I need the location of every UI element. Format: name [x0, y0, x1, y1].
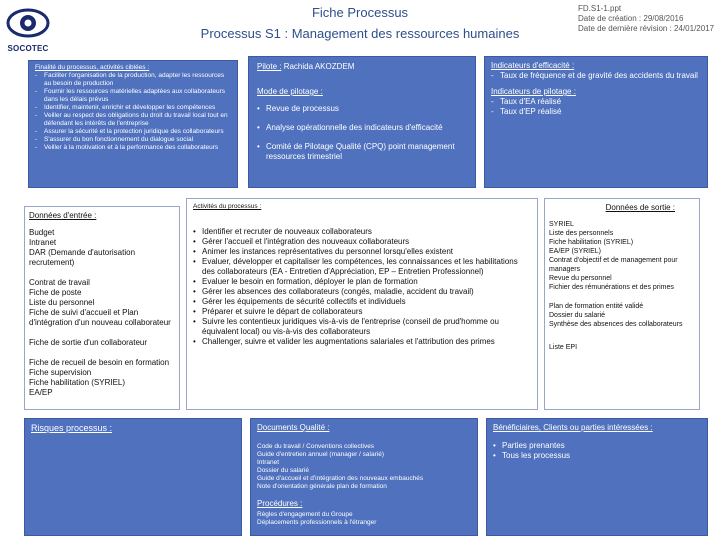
entree-item: Intranet — [29, 238, 57, 247]
risques-heading: Risques processus : — [31, 423, 113, 433]
document-item: Dossier du salarié — [257, 467, 310, 474]
procedures-list — [257, 511, 471, 527]
finalite-item: - Identifier, maintenir, enrichir et développer les compétences — [35, 104, 231, 112]
indicateurs-pilotage-list — [491, 97, 701, 117]
activites-box — [186, 198, 538, 410]
document-item: Note d'orientation générale plan de formation — [257, 483, 387, 490]
pilote-line — [257, 62, 467, 72]
beneficiaires-box — [486, 418, 708, 536]
mode-pilotage-list — [257, 104, 467, 162]
activite-item: • Gérer les équipements de sécurité collectifs et individuels — [193, 297, 531, 307]
activite-item: • Evaluer, développer et capitaliser les compétences, les connaissances et les habilitations des collaborateurs (EA - Entretien d'Appréciation, EP – Entretien Professionnel) — [193, 257, 531, 277]
activite-item: • Préparer et suivre le départ de collaborateurs — [193, 307, 531, 317]
socotec-logo — [6, 6, 50, 54]
activite-item: • Animer les instances représentatives du personnel lorsqu'elles existent — [193, 247, 531, 257]
sortie-group — [549, 220, 695, 292]
beneficiaire-item: • Parties prenantes — [493, 441, 701, 451]
sortie-item: Revue du personnel — [549, 275, 612, 282]
finalite-item: - Faciliter l'organisation de la production, adapter les ressources au besoin de production — [35, 72, 231, 88]
sortie-item: Synthèse des absences des collaborateurs — [549, 321, 683, 328]
entree-box — [24, 206, 180, 410]
sortie-item: Fiche habilitation (SYRIEL) — [549, 239, 634, 246]
entree-item: EA/EP — [29, 388, 53, 397]
entree-item: Fiche de sortie d'un collaborateur — [29, 338, 148, 347]
finalite-heading: Finalité du processus, activités ciblées : — [35, 64, 150, 71]
procedures-heading: Procédures : — [257, 499, 303, 508]
sortie-item: Dossier du salarié — [549, 312, 606, 319]
documents-box — [250, 418, 478, 536]
entree-item: Fiche de suivi d'accueil et Plan d'intégration d'un nouveau collaborateur — [29, 308, 171, 327]
document-item: Guide d'entretien annuel (manager / salarié) — [257, 451, 384, 458]
page-title: Fiche Processus — [311, 5, 409, 20]
risques-box — [24, 418, 242, 536]
entree-item: Fiche supervision — [29, 368, 92, 377]
procedure-item: Déplacements professionnels à l'étranger — [257, 519, 377, 526]
entree-item: Fiche de poste — [29, 288, 82, 297]
entree-group — [29, 228, 175, 268]
entree-item: Budget — [29, 228, 55, 237]
sortie-item: Plan de formation entité validé — [549, 303, 644, 310]
sortie-group — [549, 343, 695, 352]
indicateur-item: - Taux d'EA réalisé — [491, 97, 701, 107]
entree-group — [29, 358, 175, 398]
indicateurs-efficacite-list — [491, 71, 701, 81]
documents-heading: Documents Qualité : — [257, 423, 330, 432]
indicateurs-pilotage-heading: Indicateurs de pilotage : — [491, 87, 576, 96]
sortie-item: Contrat d'objectif et de management pour managers — [549, 257, 678, 273]
indicateurs-box — [484, 56, 708, 188]
pilote-label: Pilote : — [257, 62, 282, 71]
mode-pilotage-item: • Analyse opérationnelle des indicateurs d'efficacité — [257, 123, 467, 133]
document-item: Code du travail / Conventions collectives — [257, 443, 375, 450]
beneficiaires-list — [493, 441, 701, 461]
entree-item: Contrat de travail — [29, 278, 90, 287]
finalite-item: - Fournir les ressources matérielles adaptées aux collaborateurs dans les délais prévus — [35, 88, 231, 104]
indicateur-item: - Taux de fréquence et de gravité des accidents du travail — [491, 71, 701, 81]
beneficiaire-item: • Tous les processus — [493, 451, 701, 461]
entree-group — [29, 278, 175, 328]
sortie-group — [549, 302, 695, 329]
sortie-heading: Données de sortie : — [605, 203, 675, 212]
finalite-list — [35, 72, 231, 152]
document-item: Guide d'accueil et d'intégration des nouveaux embauchés — [257, 475, 424, 482]
activites-list — [193, 227, 531, 347]
activite-item: • Gérer l'accueil et l'intégration des nouveaux collaborateurs — [193, 237, 531, 247]
activite-item: • Identifier et recruter de nouveaux collaborateurs — [193, 227, 531, 237]
activite-item: • Challenger, suivre et valider les augmentations salariales et l'attribution des primes — [193, 337, 531, 347]
indicateurs-efficacite-heading: Indicateurs d'efficacité : — [491, 61, 575, 70]
entree-group — [29, 338, 175, 348]
activites-heading: Activités du processus : — [193, 203, 262, 210]
entree-heading: Données d'entrée : — [29, 211, 97, 220]
meta-revised: Date de dernière révision : 24/01/2017 — [578, 24, 715, 33]
activite-item: • Evaluer le besoin en formation, déployer le plan de formation — [193, 277, 531, 287]
entree-item: Liste du personnel — [29, 298, 95, 307]
procedure-item: Règles d'engagement du Groupe — [257, 511, 353, 518]
sortie-item: Liste des personnels — [549, 230, 614, 237]
beneficiaires-heading: Bénéficiaires, Clients ou parties intéressées : — [493, 423, 653, 432]
mode-pilotage-item: • Revue de processus — [257, 104, 467, 114]
finalite-item: - S'assurer du bon fonctionnement du dialogue social — [35, 136, 231, 144]
mode-pilotage-heading: Mode de pilotage : — [257, 87, 323, 96]
document-item: Intranet — [257, 459, 280, 466]
sortie-item: Liste EPI — [549, 344, 578, 351]
entree-item: DAR (Demande d'autorisation recrutement) — [29, 248, 136, 267]
meta-reference: FD.S1-1.ppt — [578, 4, 622, 13]
finalite-item: - Assurer la sécurité et la protection juridique des collaborateurs — [35, 128, 231, 136]
indicateur-item: - Taux d'EP réalisé — [491, 107, 701, 117]
finalite-item: - Veiller au respect des obligations du droit du travail local tout en défendant les intérêts de l'entreprise — [35, 112, 231, 128]
sortie-item: Fichier des rémunérations et des primes — [549, 284, 674, 291]
sortie-item: EA/EP (SYRIEL) — [549, 248, 602, 255]
finalite-box — [28, 60, 238, 188]
documents-list — [257, 443, 471, 491]
pilote-box — [248, 56, 476, 188]
sortie-box — [544, 198, 700, 410]
sortie-item: SYRIEL — [549, 221, 574, 228]
finalite-item: - Veiller à la motivation et à la performance des collaborateurs — [35, 144, 231, 152]
pilote-name: Rachida AKOZDEM — [283, 62, 355, 71]
activite-item: • Suivre les contentieux juridiques vis-à-vis de l'entreprise (conseil de prud'homme ou équivalent local) ou vis-à-vis des collaborateurs — [193, 317, 531, 337]
meta-created: Date de création : 29/08/2016 — [578, 14, 684, 23]
entree-item: Fiche de recueil de besoin en formation — [29, 358, 170, 367]
page-subtitle: Processus S1 : Management des ressources humaines — [200, 26, 520, 41]
mode-pilotage-item: • Comité de Pilotage Qualité (CPQ) point management ressources trimestriel — [257, 142, 467, 162]
activite-item: • Gérer les absences des collaborateurs (congés, maladie, accident du travail) — [193, 287, 531, 297]
document-meta — [578, 4, 718, 34]
logo-text: SOCOTEC — [7, 44, 49, 53]
socotec-eye-logo-icon — [6, 6, 50, 44]
entree-item: Fiche habilitation (SYRIEL) — [29, 378, 126, 387]
